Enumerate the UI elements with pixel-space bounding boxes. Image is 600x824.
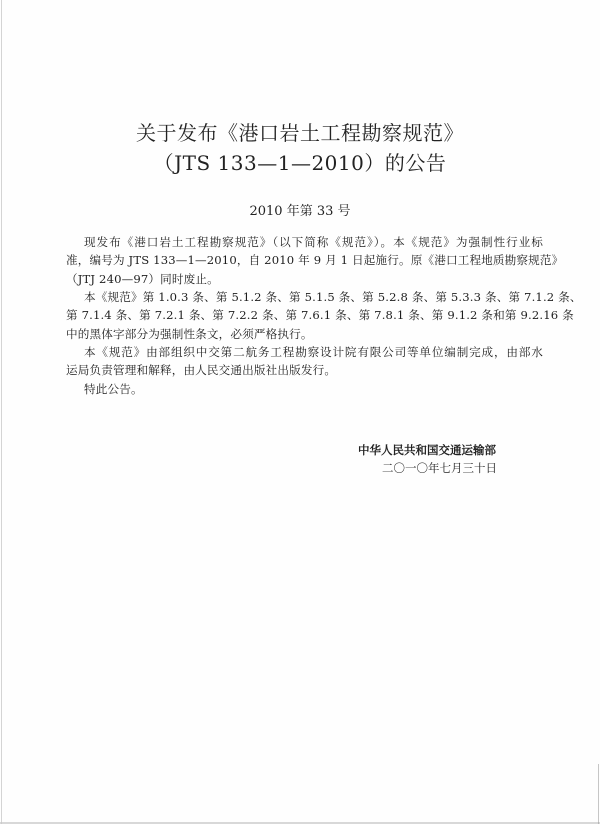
scan-edge-right [598, 764, 599, 824]
signature-organization: 中华人民共和国交通运输部 [358, 443, 496, 457]
paragraph-2-line-1: 本《规范》第 1.0.3 条、第 5.1.2 条、第 5.1.5 条、第 5.2.8 条、第 5.3.3 条、第 7.1.2 条、 [84, 290, 582, 304]
paragraph-2-line-2: 第 7.1.4 条、第 7.2.1 条、第 7.2.2 条、第 7.6.1 条、第 7.8.1 条、第 9.1.2 条和第 9.2.16 条 [66, 308, 574, 322]
paragraph-1-line-2: 准，编号为 JTS 133—1—2010，自 2010 年 9 月 1 日起施行。原《港口工程地质勘察规范》 [66, 253, 564, 267]
issue-number: 2010 年第 33 号 [249, 204, 351, 219]
paragraph-3-line-1: 本《规范》由部组织中交第二航务工程勘察设计院有限公司等单位编制完成，由部水 [84, 345, 543, 359]
paragraph-1-line-1: 现发布《港口岩土工程勘察规范》（以下简称《规范》）。本《规范》为强制性行业标 [84, 235, 543, 249]
signature-date: 二〇一〇年七月三十日 [382, 461, 497, 475]
paragraph-4-line-1: 特此公告。 [84, 382, 143, 396]
paragraph-3-line-2: 运局负责管理和解释，由人民交通出版社出版发行。 [66, 363, 337, 377]
title-line-1: 关于发布《港口岩土工程勘察规范》 [136, 121, 464, 145]
title-line-2: （JTS 133—1—2010）的公告 [153, 151, 447, 175]
paragraph-1-line-3: （JTJ 240—97）同时废止。 [66, 272, 219, 286]
paragraph-2-line-3: 中的黑体字部分为强制性条文，必须严格执行。 [66, 327, 313, 341]
